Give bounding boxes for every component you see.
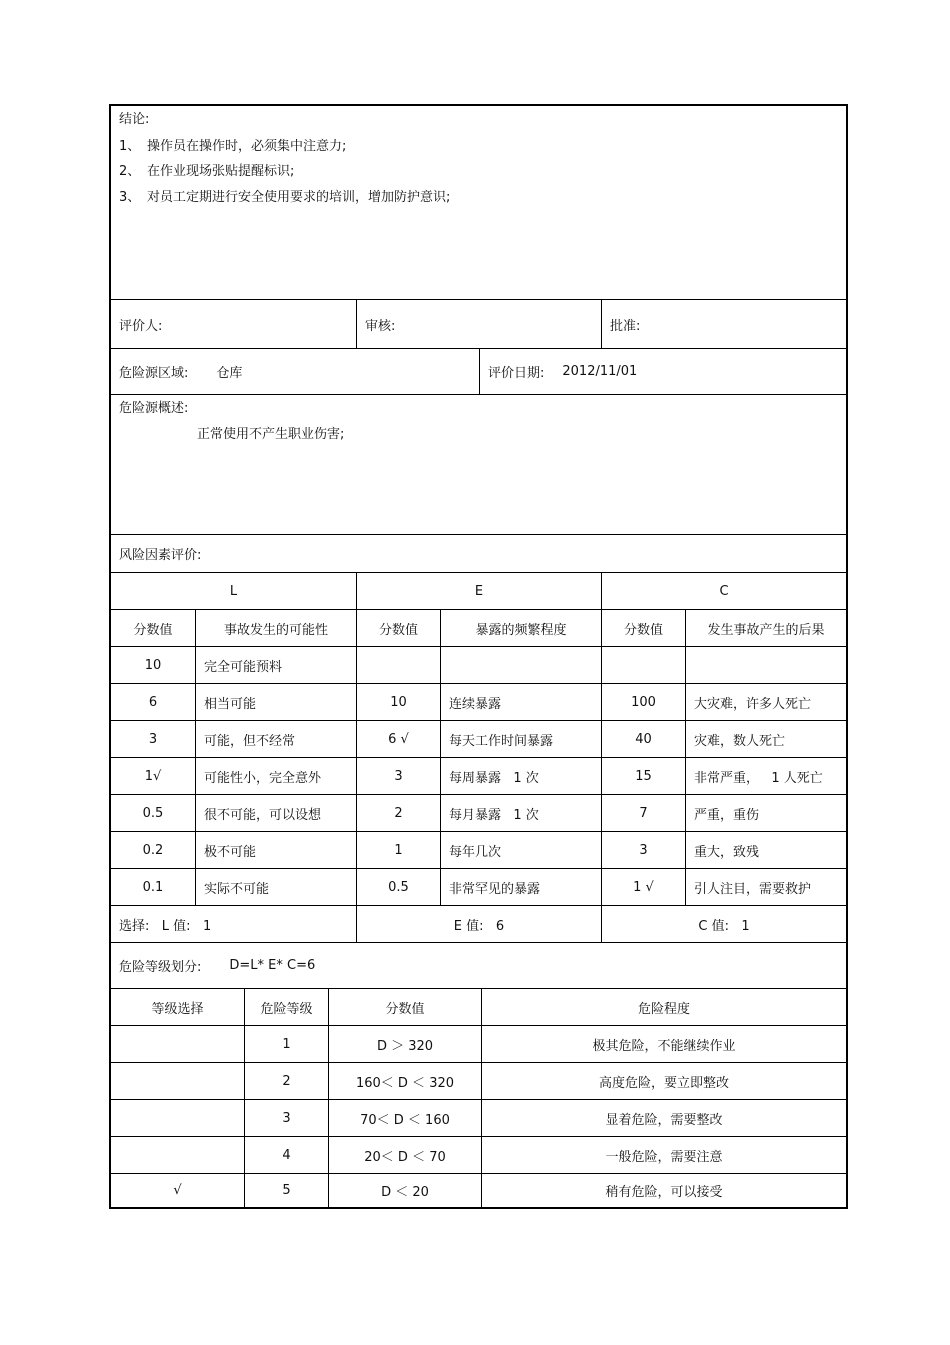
grade-header-cell: 危险等级 [260, 1001, 313, 1017]
date-cell [479, 349, 846, 394]
assessment-form [109, 104, 848, 1209]
grade-header-row [111, 988, 846, 1025]
risk-title-row [111, 534, 846, 572]
subheader-cell: 分数值 [133, 622, 173, 638]
conclusion-item: 2、 在作业现场张贴提醒标识; [119, 164, 295, 179]
subheader-cell: 暴露的频繁程度 [475, 622, 567, 638]
selection-label: 选择: [119, 918, 150, 934]
approver-label: 批准: [610, 318, 641, 334]
subheader-cell: 事故发生的可能性 [223, 622, 328, 638]
approver-cell [601, 300, 846, 348]
table-row: 3 可能，但不经常 6 √ 每天工作时间暴露 40 灾难，数人死亡 [111, 720, 846, 757]
risk-subheader-row [111, 609, 846, 646]
grade-title-row [111, 942, 846, 988]
e-value: E 值: 6 [453, 918, 505, 934]
table-row: 10 完全可能预料 [111, 646, 846, 683]
grade-formula: D=L* E* C=6 [229, 958, 316, 973]
area-label: 危险源区域: [119, 366, 189, 381]
grade-label: 危险等级划分: [119, 960, 202, 975]
area-value: 仓库 [216, 366, 243, 381]
table-row: 4 20＜ D ＜ 70 一般危险，需要注意 [111, 1136, 846, 1173]
table-row: 0.5 很不可能，可以设想 2 每月暴露 1 次 7 严重，重伤 [111, 794, 846, 831]
table-row: 0.2 极不可能 1 每年几次 3 重大，致残 [111, 831, 846, 868]
area-row [111, 348, 846, 394]
table-row: 6 相当可能 10 连续暴露 100 大灾难，许多人死亡 [111, 683, 846, 720]
table-row: √ 5 D ＜ 20 稍有危险，可以接受 [111, 1173, 846, 1207]
group-c: C [719, 583, 729, 599]
overview-text: 正常使用不产生职业伤害; [197, 427, 345, 442]
conclusion-section [111, 106, 846, 299]
selected-grade-check: √ [173, 1183, 182, 1198]
conclusion-item: 3、 对员工定期进行安全使用要求的培训，增加防护意识; [119, 190, 451, 205]
table-row: 3 70＜ D ＜ 160 显着危险，需要整改 [111, 1099, 846, 1136]
subheader-cell: 分数值 [378, 622, 418, 638]
subheader-cell: 发生事故产生的后果 [707, 622, 825, 638]
overview-section [111, 394, 846, 534]
risk-title: 风险因素评价: [119, 548, 202, 563]
selection-row [111, 905, 846, 942]
group-e: E [474, 583, 484, 599]
conclusion-title: 结论: [119, 112, 150, 127]
date-label: 评价日期: [488, 366, 545, 381]
l-value: L 值: 1 [161, 918, 212, 934]
evaluator-cell [111, 300, 356, 348]
overview-label: 危险源概述: [119, 401, 189, 416]
table-row: 2 160＜ D ＜ 320 高度危险，要立即整改 [111, 1062, 846, 1099]
c-value: C 值: 1 [698, 918, 750, 934]
risk-group-header [111, 572, 846, 609]
date-value: 2012/11/01 [562, 364, 638, 379]
table-row: 0.1 实际不可能 0.5 非常罕见的暴露 1 √ 引人注目，需要救护 [111, 868, 846, 905]
grade-header-cell: 危险程度 [637, 1001, 690, 1017]
reviewer-cell [356, 300, 601, 348]
group-l: L [229, 583, 238, 599]
evaluator-label: 评价人: [119, 318, 163, 334]
grade-header-cell: 等级选择 [151, 1001, 204, 1017]
conclusion-item: 1、 操作员在操作时，必须集中注意力; [119, 139, 347, 154]
area-cell [111, 349, 479, 394]
table-row: 1√ 可能性小，完全意外 3 每周暴露 1 次 15 非常严重， 1 人死亡 [111, 757, 846, 794]
grade-header-cell: 分数值 [385, 1001, 425, 1017]
signoff-row [111, 299, 846, 348]
reviewer-label: 审核: [365, 318, 396, 334]
subheader-cell: 分数值 [623, 622, 663, 638]
table-row: 1 D ＞ 320 极其危险，不能继续作业 [111, 1025, 846, 1062]
